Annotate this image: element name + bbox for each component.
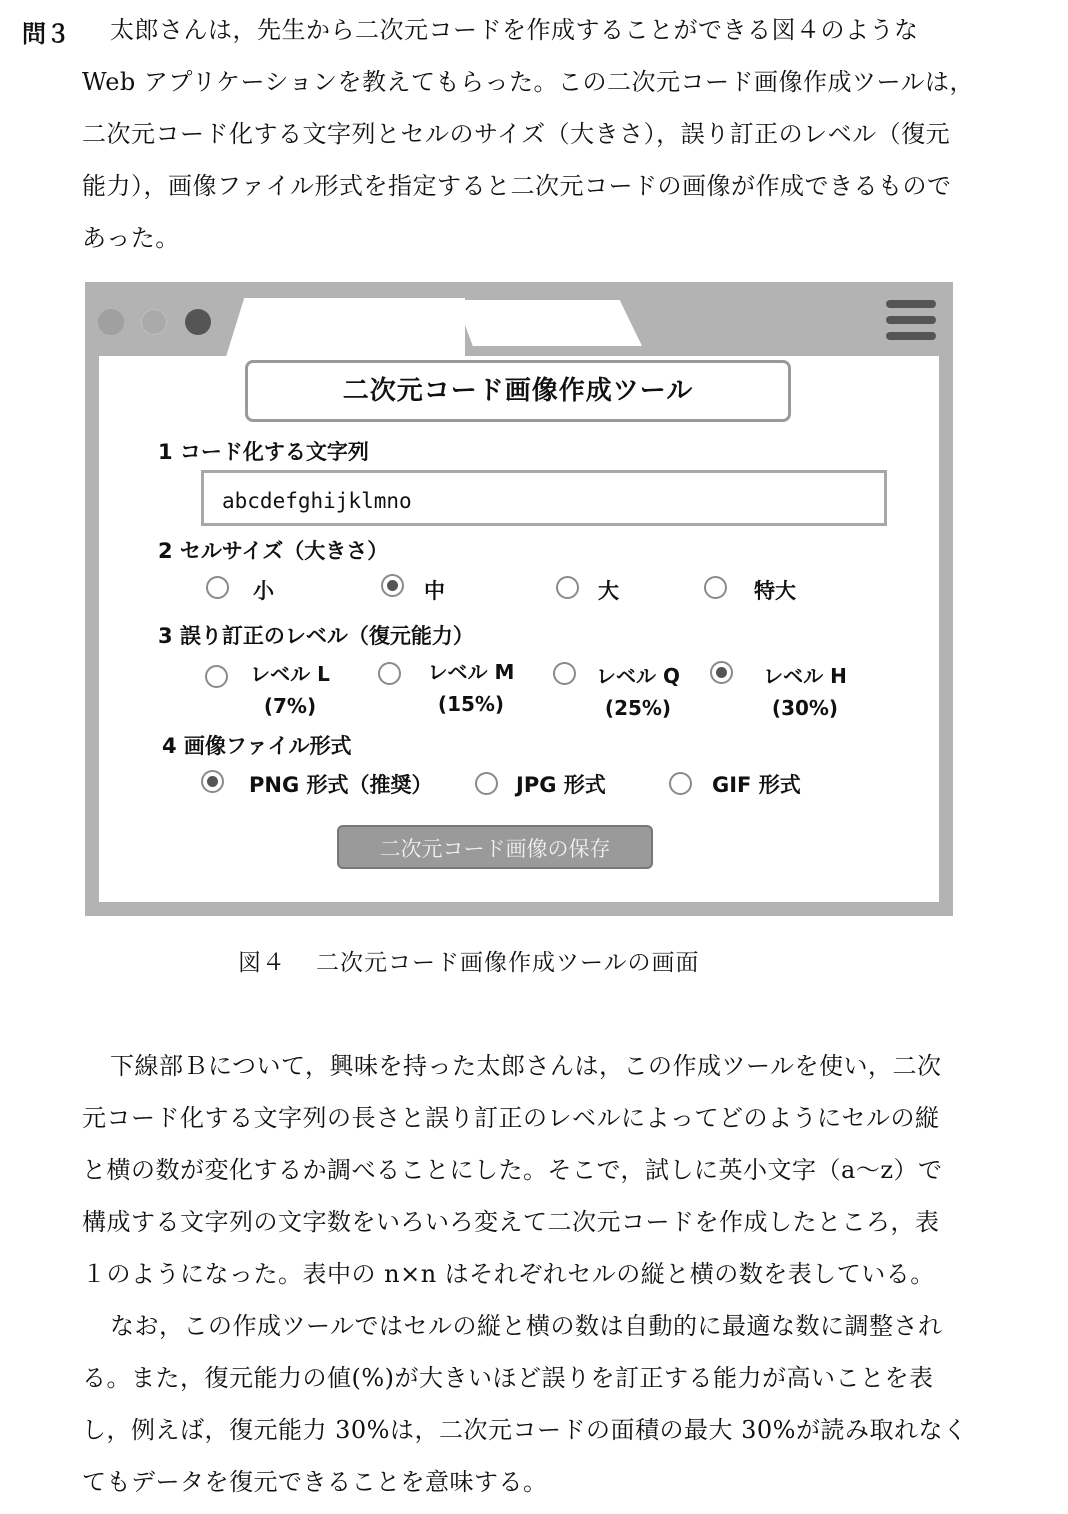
radio-cell-size-small[interactable]	[206, 576, 229, 599]
ec-level-option	[585, 660, 691, 724]
ec-level-option	[418, 656, 524, 720]
ec-level-percent: (25%)	[604, 696, 672, 720]
intro-line: Web アプリケーションを教えてもらった。この二次元コード画像作成ツールは，	[82, 68, 975, 96]
option-label: 小	[253, 579, 274, 603]
section-label-file-format: 4 画像ファイル形式	[162, 734, 352, 758]
ec-level-label: レベル H	[763, 664, 847, 688]
radio-format-gif[interactable]	[669, 772, 692, 795]
ec-level-option	[240, 658, 340, 722]
radio-cell-size-medium[interactable]	[381, 574, 404, 597]
body-line: 元コード化する文字列の長さと誤り訂正のレベルによってどのようにセルの縦	[82, 1104, 940, 1132]
radio-cell-size-xlarge[interactable]	[704, 576, 727, 599]
app-title: 二次元コード画像作成ツール	[245, 360, 791, 422]
intro-line: あった。	[82, 224, 180, 252]
radio-cell-size-large[interactable]	[556, 576, 579, 599]
intro-line: 能力），画像ファイル形式を指定すると二次元コードの画像が作成できるもので	[82, 172, 952, 200]
browser-tab-active	[225, 298, 465, 360]
figure-title: 二次元コード画像作成ツールの画面	[316, 950, 700, 976]
ec-level-percent: (15%)	[437, 692, 505, 716]
section-label-text: 1 コード化する文字列	[158, 440, 369, 464]
option-label: GIF 形式	[712, 773, 801, 797]
option-label: 中	[424, 579, 445, 603]
browser-tab	[456, 300, 642, 346]
figure-number: 図４	[238, 950, 286, 976]
body-line: てもデータを復元できることを意味する。	[82, 1468, 548, 1496]
body-line: と横の数が変化するか調べることにした。そこで，試しに英小文字（a～z）で	[82, 1156, 943, 1184]
body-line: る。また，復元能力の値(%)が大きいほど誤りを訂正する能力が高いことを表	[82, 1364, 934, 1392]
radio-ec-level-h[interactable]	[710, 661, 733, 684]
option-label: PNG 形式（推奨）	[249, 773, 433, 797]
body-line: 下線部Ｂについて，興味を持った太郎さんは，この作成ツールを使い，二次	[110, 1052, 942, 1080]
body-line: １のようになった。表中の n×n はそれぞれセルの縦と横の数を表している。	[82, 1260, 935, 1288]
body-text	[82, 1040, 1032, 1508]
radio-ec-level-q[interactable]	[553, 662, 576, 685]
intro-line: 太郎さんは，先生から二次元コードを作成することができる図４のような	[110, 16, 919, 44]
radio-format-jpg[interactable]	[475, 772, 498, 795]
ec-level-option	[755, 660, 855, 724]
radio-format-png[interactable]	[201, 770, 224, 793]
body-line: 構成する文字列の文字数をいろいろ変えて二次元コードを作成したところ，表	[82, 1208, 940, 1236]
ec-level-label: レベル M	[427, 660, 515, 684]
intro-line: 二次元コード化する文字列とセルのサイズ（大きさ），誤り訂正のレベル（復元	[82, 120, 951, 148]
option-label: 特大	[754, 579, 796, 603]
ec-level-percent: (7%)	[263, 694, 317, 718]
save-button[interactable]: 二次元コード画像の保存	[337, 825, 653, 869]
window-control-dot	[185, 309, 211, 335]
section-label-cell-size: 2 セルサイズ（大きさ）	[158, 539, 389, 563]
radio-ec-level-l[interactable]	[205, 665, 228, 688]
option-label: 大	[598, 579, 619, 603]
question-number: 問３	[22, 20, 70, 48]
code-text-input[interactable]: abcdefghijklmno	[201, 470, 887, 526]
ec-level-label: レベル L	[250, 662, 330, 686]
radio-ec-level-m[interactable]	[378, 662, 401, 685]
window-control-dot	[98, 309, 124, 335]
question-intro	[82, 4, 1032, 264]
figure-caption	[238, 944, 700, 977]
ec-level-label: レベル Q	[596, 664, 680, 688]
body-line: し，例えば，復元能力 30%は，二次元コードの面積の最大 30%が読み取れなく	[82, 1416, 968, 1444]
option-label: JPG 形式	[516, 773, 606, 797]
window-control-dot	[141, 309, 167, 335]
ec-level-percent: (30%)	[771, 696, 839, 720]
section-label-error-correction: 3 誤り訂正のレベル（復元能力）	[158, 624, 474, 648]
body-line: なお，この作成ツールではセルの縦と横の数は自動的に最適な数に調整され	[110, 1312, 943, 1340]
